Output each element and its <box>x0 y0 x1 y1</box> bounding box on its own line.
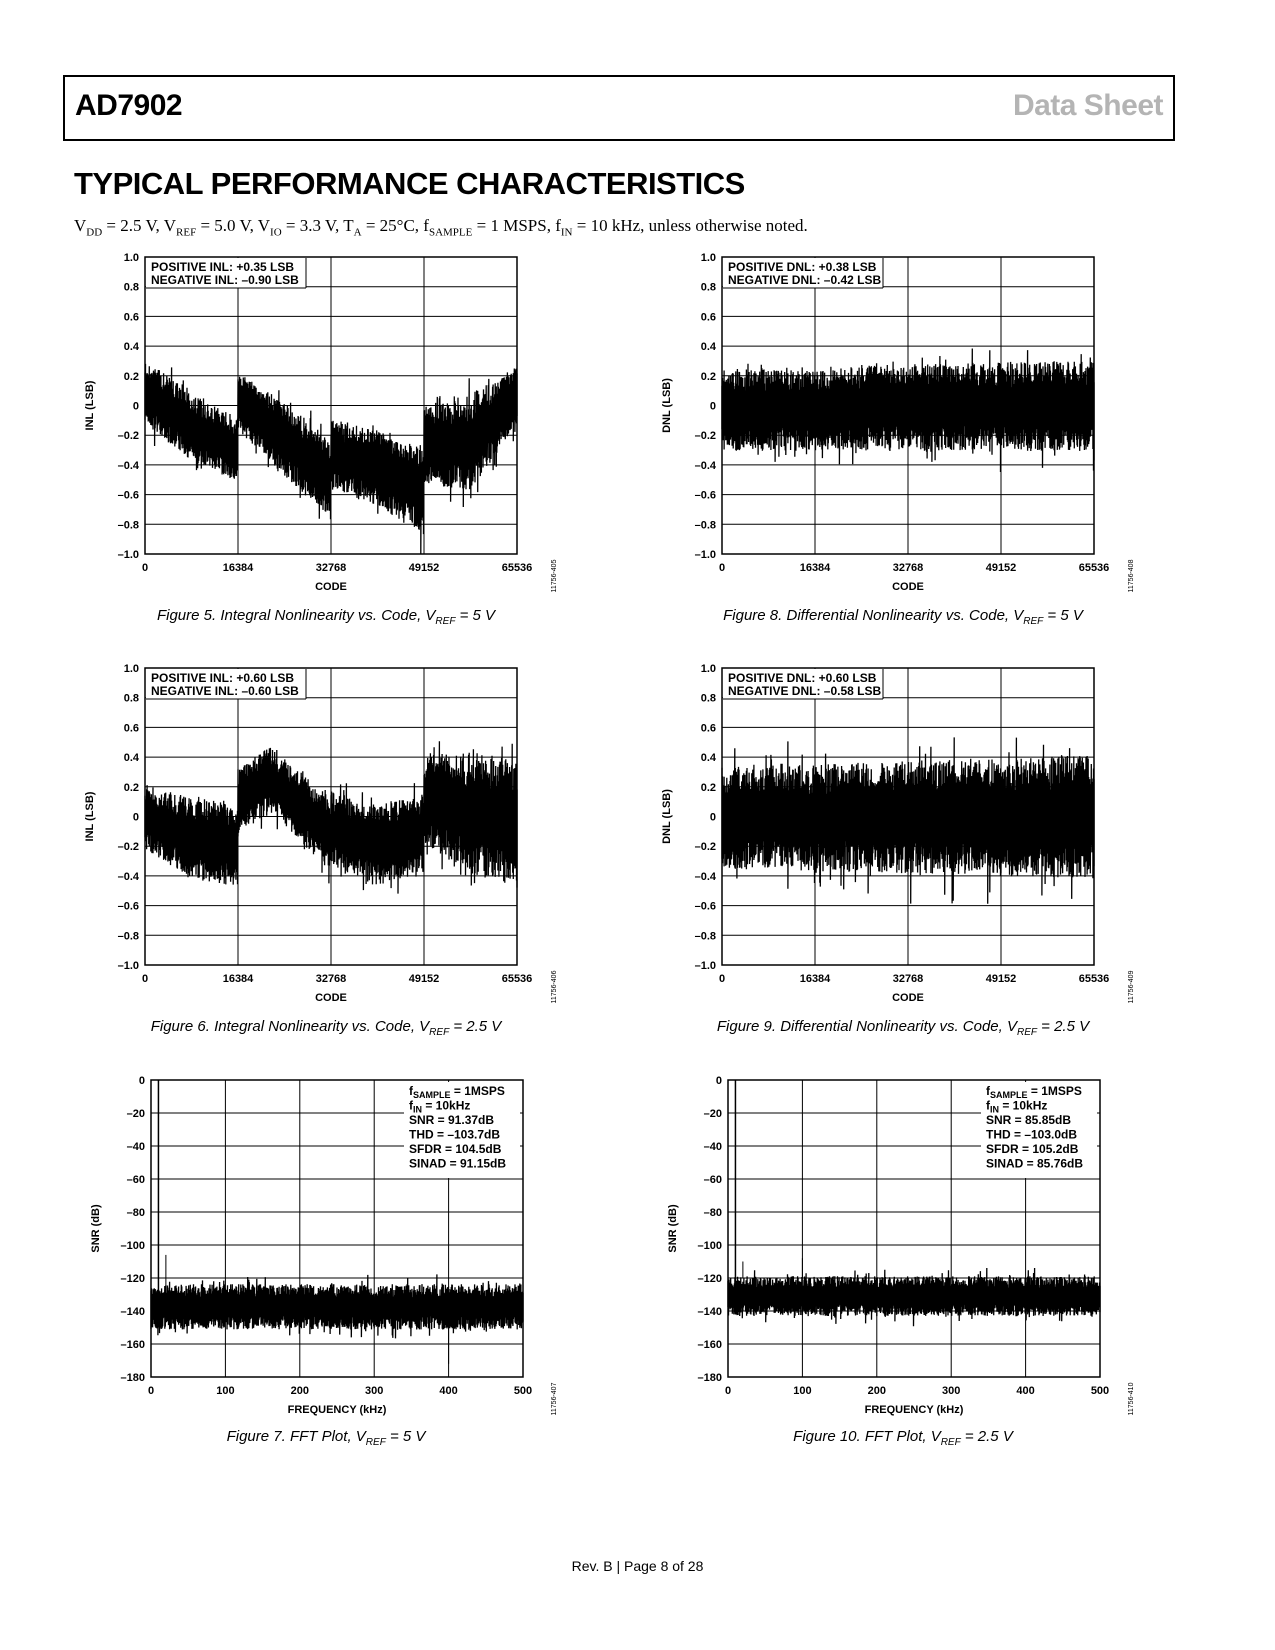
y-tick-label: –60 <box>703 1174 722 1186</box>
figure-id: 11756-405 <box>551 559 558 593</box>
y-tick-label: –0.4 <box>117 870 139 883</box>
y-tick-label: –80 <box>703 1207 722 1219</box>
x-tick-label: 0 <box>141 973 149 985</box>
y-tick-label: –0.8 <box>117 519 139 532</box>
y-tick-label: –0.2 <box>117 841 139 854</box>
figure-6-caption: Figure 6. Integral Nonlinearity vs. Code, $V_{REF} = 2.5$ V <box>150 1018 502 1038</box>
y-tick-label: –0.2 <box>117 430 139 443</box>
x-tick-label: 49152 <box>985 973 1017 985</box>
y-tick-label: 0.2 <box>123 370 139 383</box>
x-tick-label: 100 <box>216 1385 235 1397</box>
y-tick-label: –0.6 <box>117 900 139 913</box>
y-tick-label: –20 <box>126 1108 145 1120</box>
y-tick-label: 0.4 <box>700 752 716 765</box>
figure-8-caption: Figure 8. Differential Nonlinearity vs. Code, $V_{REF} = 5$ V <box>723 607 1083 627</box>
x-tick-label: 0 <box>724 1385 732 1397</box>
y-tick-label: 0 <box>132 811 139 824</box>
figure-id: 11756-409 <box>1128 970 1135 1004</box>
y-axis-title: INL (LSB) <box>84 380 96 431</box>
annotation-text: $f_{IN} = 10kHz$ <box>986 1098 1048 1115</box>
section-title: TYPICAL PERFORMANCE CHARACTERISTICS <box>74 166 745 201</box>
annotation-text: SINAD = 85.76dB <box>986 1156 1084 1171</box>
y-tick-label: –1.0 <box>694 549 716 561</box>
x-tick-label: 32768 <box>315 562 347 574</box>
y-tick-label: 0 <box>709 811 716 824</box>
y-tick-label: 0.6 <box>123 722 139 735</box>
y-tick-label: 0.8 <box>700 281 716 294</box>
y-tick-label: 0 <box>138 1075 145 1087</box>
x-tick-label: 0 <box>718 562 726 574</box>
y-axis-title: DNL (LSB) <box>661 789 673 844</box>
x-tick-label: 16384 <box>222 562 254 574</box>
x-axis-title: CODE <box>315 581 347 593</box>
y-tick-label: –1.0 <box>694 960 716 972</box>
y-tick-label: –0.4 <box>694 459 716 472</box>
x-tick-label: 65536 <box>1078 562 1110 574</box>
y-tick-label: 1.0 <box>700 663 716 675</box>
figure-id: 11756-406 <box>551 970 558 1004</box>
annotation-text: SFDR = 104.5dB <box>409 1142 502 1156</box>
y-tick-label: –0.4 <box>694 870 716 883</box>
annotation-text: POSITIVE DNL: +0.38 LSB <box>728 260 877 274</box>
y-tick-label: –160 <box>120 1339 145 1351</box>
annotation-text: SNR = 85.85dB <box>986 1113 1072 1127</box>
y-tick-label: –40 <box>703 1141 722 1153</box>
y-tick-label: –0.6 <box>117 489 139 502</box>
y-tick-label: –20 <box>703 1108 722 1120</box>
y-tick-label: –0.4 <box>117 459 139 472</box>
x-tick-label: 32768 <box>315 973 347 985</box>
annotation-text: NEGATIVE INL: –0.60 LSB <box>151 684 299 698</box>
y-tick-label: 0.8 <box>700 692 716 705</box>
x-tick-label: 32768 <box>892 973 924 985</box>
x-tick-label: 49152 <box>408 973 440 985</box>
x-tick-label: 16384 <box>799 562 831 574</box>
doc-type: Data Sheet <box>1012 89 1163 122</box>
annotation-text: NEGATIVE DNL: –0.58 LSB <box>728 684 882 698</box>
annotation-text: SINAD = 91.15dB <box>409 1156 507 1171</box>
x-tick-label: 32768 <box>892 562 924 574</box>
x-tick-label: 400 <box>439 1385 458 1397</box>
y-tick-label: 0.8 <box>123 692 139 705</box>
x-axis-title: CODE <box>892 992 924 1004</box>
figure-id: 11756-408 <box>1128 559 1135 593</box>
y-tick-label: –100 <box>120 1240 145 1252</box>
y-tick-label: –60 <box>126 1174 145 1186</box>
x-axis-title: CODE <box>315 992 347 1004</box>
x-tick-label: 200 <box>867 1385 886 1397</box>
x-tick-label: 100 <box>793 1385 812 1397</box>
y-tick-label: 0.4 <box>123 752 139 765</box>
x-tick-label: 65536 <box>1078 973 1110 985</box>
x-tick-label: 16384 <box>799 973 831 985</box>
annotation-text: POSITIVE INL: +0.35 LSB <box>151 260 295 274</box>
y-tick-label: 0 <box>132 400 139 413</box>
x-tick-label: 400 <box>1016 1385 1035 1397</box>
x-tick-label: 0 <box>718 973 726 985</box>
test-conditions: $V_{DD} = 2.5$ V, $V_{REF} = 5.0$ V, $V_{IO} = 3.3$ V, $T_A = 25^\circ C$, $f_{SAMPLE} = 1$ MSPS, $f_{IN} = 10$ kHz, unless otherwise noted. <box>74 216 808 239</box>
y-tick-label: –0.8 <box>117 930 139 943</box>
y-tick-label: 0.2 <box>700 781 716 794</box>
x-axis-title: FREQUENCY (kHz) <box>864 1404 964 1416</box>
y-tick-label: –1.0 <box>117 960 139 972</box>
x-tick-label: 500 <box>1090 1385 1110 1397</box>
figure-9-caption: Figure 9. Differential Nonlinearity vs. Code, $V_{REF} = 2.5$ V <box>716 1018 1090 1038</box>
y-tick-label: –120 <box>697 1273 722 1285</box>
x-tick-label: 500 <box>513 1385 533 1397</box>
x-tick-label: 65536 <box>501 562 533 574</box>
data-trace <box>728 1268 1100 1326</box>
y-axis-title: DNL (LSB) <box>661 378 673 433</box>
annotation-text: NEGATIVE DNL: –0.42 LSB <box>728 273 882 287</box>
y-tick-label: –40 <box>126 1141 145 1153</box>
x-axis-title: FREQUENCY (kHz) <box>287 1404 387 1416</box>
y-tick-label: –160 <box>697 1339 722 1351</box>
x-tick-label: 300 <box>365 1385 384 1397</box>
annotation-text: $f_{SAMPLE}$ = 1MSPS <box>409 1084 505 1100</box>
y-tick-label: 0.4 <box>123 341 139 354</box>
y-tick-label: 0.6 <box>700 722 716 735</box>
part-number: AD7902 <box>75 89 183 122</box>
annotation-text: THD = –103.7dB <box>409 1127 501 1142</box>
y-tick-label: –180 <box>697 1372 722 1384</box>
annotation-text: THD = –103.0dB <box>986 1127 1078 1142</box>
x-tick-label: 65536 <box>501 973 533 985</box>
y-tick-label: 0.6 <box>123 311 139 324</box>
annotation-text: SFDR = 105.2dB <box>986 1142 1079 1156</box>
y-axis-title: SNR (dB) <box>667 1204 679 1253</box>
x-tick-label: 16384 <box>222 973 254 985</box>
y-tick-label: 0.2 <box>123 781 139 794</box>
figure-10-caption: Figure 10. FFT Plot, $V_{REF} = 2.5$ V <box>793 1428 1013 1448</box>
annotation-text: POSITIVE DNL: +0.60 LSB <box>728 671 877 685</box>
y-tick-label: –140 <box>697 1306 722 1318</box>
y-tick-label: –80 <box>126 1207 145 1219</box>
annotation-text: SNR = 91.37dB <box>409 1113 495 1127</box>
y-tick-label: 1.0 <box>123 252 139 264</box>
y-tick-label: 1.0 <box>700 252 716 264</box>
y-tick-label: –100 <box>697 1240 722 1252</box>
page-footer: Rev. B | Page 8 of 28 <box>571 1558 704 1574</box>
x-tick-label: 49152 <box>408 562 440 574</box>
annotation-text: NEGATIVE INL: –0.90 LSB <box>151 273 299 287</box>
x-tick-label: 0 <box>147 1385 155 1397</box>
y-axis-title: SNR (dB) <box>90 1204 102 1253</box>
y-tick-label: 0 <box>709 400 716 413</box>
x-tick-label: 0 <box>141 562 149 574</box>
annotation-text: $f_{IN} = 10kHz$ <box>409 1098 471 1115</box>
y-tick-label: 1.0 <box>123 663 139 675</box>
y-tick-label: –0.6 <box>694 489 716 502</box>
figure-5-caption: Figure 5. Integral Nonlinearity vs. Code, $V_{REF} = 5$ V <box>156 607 496 627</box>
y-tick-label: 0.6 <box>700 311 716 324</box>
figure-id: 11756-407 <box>551 1382 558 1416</box>
y-tick-label: –140 <box>120 1306 145 1318</box>
y-tick-label: –0.6 <box>694 900 716 913</box>
y-axis-title: INL (LSB) <box>84 791 96 842</box>
y-tick-label: –1.0 <box>117 549 139 561</box>
figure-7-caption: Figure 7. FFT Plot, $V_{REF} = 5$ V <box>226 1428 426 1448</box>
y-tick-label: 0.4 <box>700 341 716 354</box>
y-tick-label: 0.2 <box>700 370 716 383</box>
y-tick-label: –0.8 <box>694 930 716 943</box>
annotation-text: POSITIVE INL: +0.60 LSB <box>151 671 295 685</box>
y-tick-label: –120 <box>120 1273 145 1285</box>
figure-id: 11756-410 <box>1128 1382 1135 1416</box>
y-tick-label: –0.2 <box>694 430 716 443</box>
y-tick-label: –180 <box>120 1372 145 1384</box>
x-axis-title: CODE <box>892 581 924 593</box>
annotation-text: $f_{SAMPLE}$ = 1MSPS <box>986 1084 1082 1100</box>
x-tick-label: 49152 <box>985 562 1017 574</box>
x-tick-label: 300 <box>942 1385 961 1397</box>
y-tick-label: –0.2 <box>694 841 716 854</box>
y-tick-label: 0 <box>715 1075 722 1087</box>
x-tick-label: 200 <box>290 1385 309 1397</box>
y-tick-label: 0.8 <box>123 281 139 294</box>
y-tick-label: –0.8 <box>694 519 716 532</box>
